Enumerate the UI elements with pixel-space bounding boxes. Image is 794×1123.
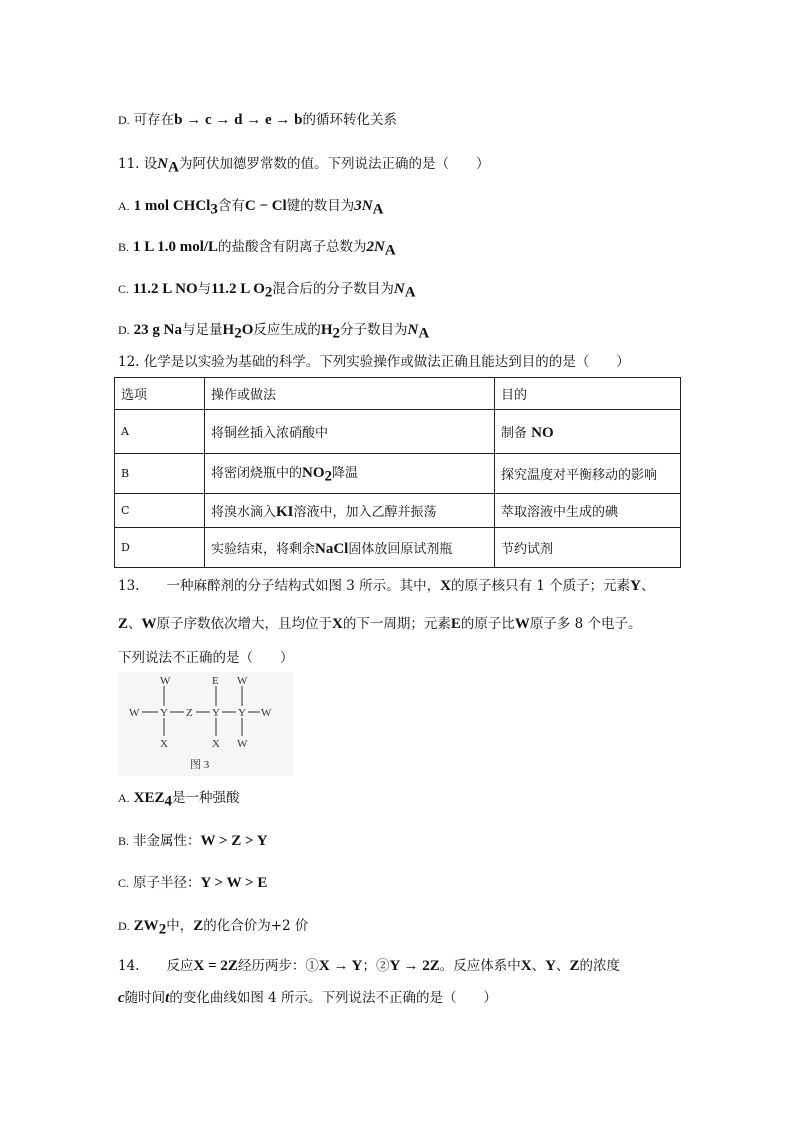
conversion-chain: b → c → d → e → b xyxy=(174,112,303,128)
atom-x: X xyxy=(212,738,220,750)
table-row: D 实验结束，将剩余NaCl固体放回原试剂瓶 节约试剂 xyxy=(115,528,681,568)
q13-option-b: B. 非金属性：W > Z > Y xyxy=(118,833,268,849)
q14-stem-line1: 14. 反应X = 2Z经历两步：①X → Y；②Y → 2Z。反应体系中X、Y、Z的浓度 xyxy=(118,958,620,974)
atom-w-bottom: W xyxy=(237,738,248,750)
q12-table xyxy=(114,377,681,568)
q13-stem-line1: 13. 一种麻醉剂的分子结构式如图 3 所示。其中，X的原子核只有 1 个质子；元素Y、 xyxy=(118,578,655,594)
header-option: 选项 xyxy=(115,378,205,410)
atom-w-top: W xyxy=(160,675,171,687)
header-operation: 操作或做法 xyxy=(205,378,495,410)
table-row: A 将铜丝插入浓硝酸中 制备 NO xyxy=(115,410,681,454)
table-row: C 将溴水滴入KI溶液中，加入乙醇并振荡 萃取溶液中生成的碘 xyxy=(115,494,681,528)
structure-diagram xyxy=(118,672,294,776)
q11-option-a: A. 1 mol CHCl$_3$含有C − Cl键的数目为$3N_A$ xyxy=(118,198,384,218)
atom-w-left: W xyxy=(129,707,140,719)
q13-option-a: A. $XEZ_4$是一种强酸 xyxy=(118,790,240,810)
q11-option-d: D. 23 g Na与足量$H_2O$反应生成的$H_2$分子数目为$N_A$ xyxy=(118,322,430,342)
atom-w-right: W xyxy=(261,707,272,719)
option-label: D. xyxy=(118,113,130,127)
q13-option-d: D. $ZW_2$中，Z的化合价为+2 价 xyxy=(118,918,309,938)
q13-stem-line3: 下列说法不正确的是（ ） xyxy=(118,650,294,666)
atom-x: X xyxy=(160,738,168,750)
figure-3-structure xyxy=(118,672,294,776)
table-row: B 将密闭烧瓶中的$NO_2$降温 探究温度对平衡移动的影响 xyxy=(115,454,681,494)
atom-z: Z xyxy=(186,707,193,719)
header-purpose: 目的 xyxy=(495,378,681,410)
atom-y: Y xyxy=(160,707,168,719)
q11-option-b: B. 1 L 1.0 mol/L的盐酸含有阴离子总数为$2N_A$ xyxy=(118,239,396,259)
q13-stem-line2: Z、W原子序数依次增大，且均位于X的下一周期；元素E的原子比W原子多 8 个电子。 xyxy=(118,616,642,632)
q11-stem: 11. 设$N_A$为阿伏加德罗常数的值。下列说法正确的是（ ） xyxy=(118,156,490,176)
q10-option-d: D. 可存在b → c → d → e → b的循环转化关系 xyxy=(118,112,398,128)
atom-y: Y xyxy=(212,707,220,719)
table-header-row xyxy=(115,378,681,410)
q13-option-c: C. 原子半径：Y > W > E xyxy=(118,875,268,891)
atom-w-top: W xyxy=(237,675,248,687)
q14-stem-line2: c随时间t的变化曲线如图 4 所示。下列说法不正确的是（ ） xyxy=(118,990,498,1006)
atom-y: Y xyxy=(238,707,246,719)
q11-option-c: C. 11.2 L NO与11.2 L $O_2$混合后的分子数目为$N_A$ xyxy=(118,281,416,301)
q12-stem: 12. 化学是以实验为基础的科学。下列实验操作或做法正确且能达到目的的是（ ） xyxy=(118,354,630,370)
figure-caption: 图 3 xyxy=(190,759,210,771)
atom-e-top: E xyxy=(212,675,219,687)
